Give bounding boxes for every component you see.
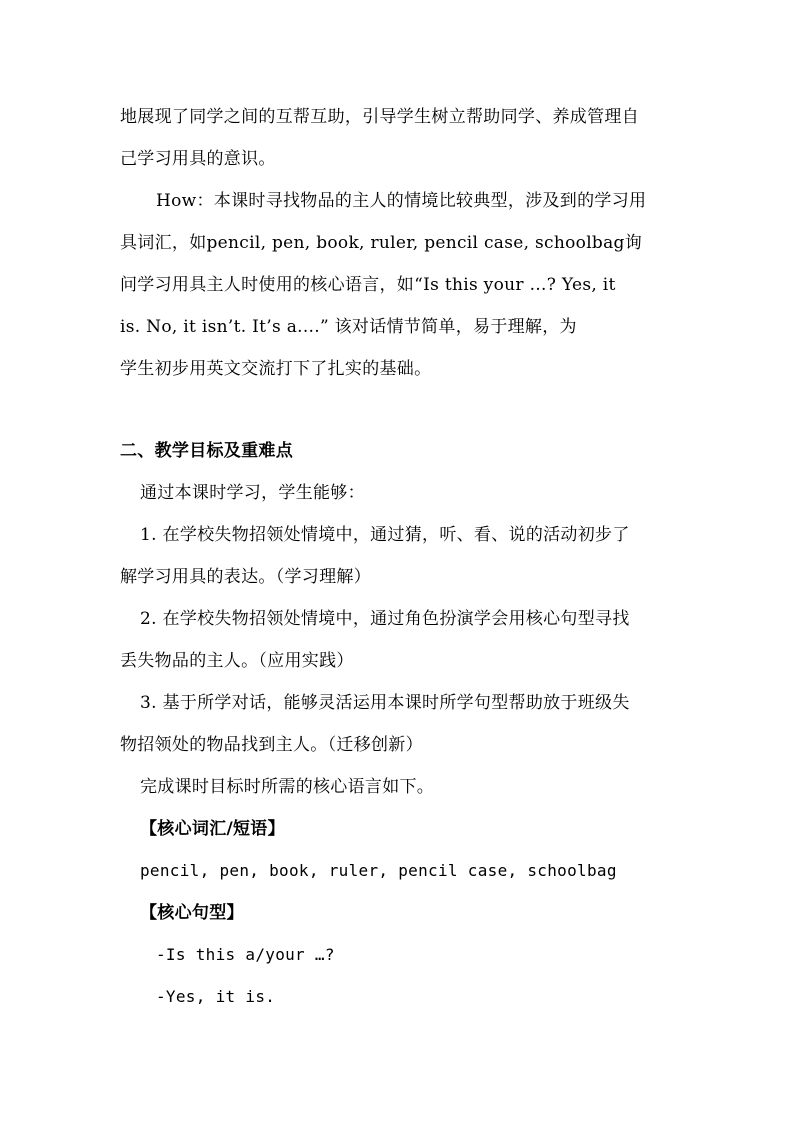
- intro-paragraph-line: 地展现了同学之间的互帮互助，引导学生树立帮助同学、养成管理自: [120, 107, 639, 127]
- intro-paragraph-line: 己学习用具的意识。: [120, 149, 276, 169]
- goal-item: 1. 在学校失物招领处情境中，通过猜，听、看、说的活动初步了: [140, 525, 630, 545]
- how-paragraph-line: 具词汇，如pencil, pen, book, ruler, pencil case, schoolbag询: [120, 233, 643, 253]
- pattern-item: -Is this a/your …?: [156, 945, 335, 964]
- vocab-list: pencil, pen, book, ruler, pencil case, schoolbag: [140, 861, 617, 880]
- how-paragraph-line: is. No, it isn’t. It’s a....” 该对话情节简单，易于理解，为: [120, 317, 577, 337]
- how-paragraph-line: 问学习用具主人时使用的核心语言，如“Is this your …? Yes, it: [120, 275, 616, 295]
- pattern-item: -Yes, it is.: [156, 987, 276, 1006]
- goal-item-continuation: 丢失物品的主人。（应用实践）: [120, 651, 354, 671]
- goal-item: 2. 在学校失物招领处情境中，通过角色扮演学会用核心句型寻找: [140, 609, 630, 629]
- how-paragraph-line: 学生初步用英文交流打下了扎实的基础。: [120, 359, 432, 379]
- how-paragraph-line: How：本课时寻找物品的主人的情境比较典型，涉及到的学习用: [156, 191, 647, 211]
- goals-lead: 通过本课时学习，学生能够：: [140, 483, 365, 503]
- vocab-heading: 【核心词汇/短语】: [140, 819, 285, 839]
- section-heading: 二、教学目标及重难点: [120, 441, 293, 461]
- goal-item-continuation: 物招领处的物品找到主人。（迁移创新）: [120, 735, 423, 755]
- goal-item-continuation: 解学习用具的表达。（学习理解）: [120, 567, 371, 587]
- pattern-heading: 【核心句型】: [140, 903, 244, 923]
- core-language-intro: 完成课时目标时所需的核心语言如下。: [140, 777, 435, 797]
- goal-item: 3. 基于所学对话，能够灵活运用本课时所学句型帮助放于班级失: [140, 693, 630, 713]
